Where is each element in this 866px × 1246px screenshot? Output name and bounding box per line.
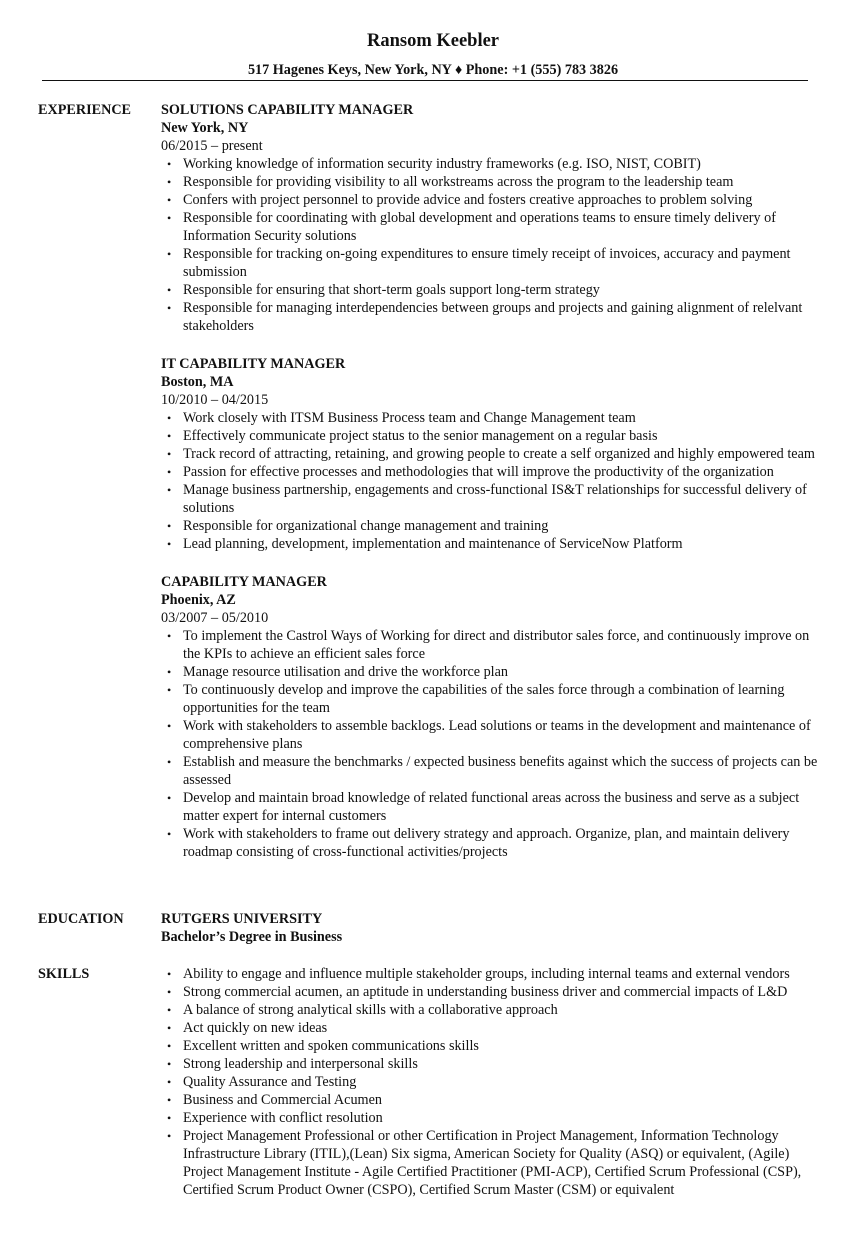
school-name: RUTGERS UNIVERSITY [161,911,323,927]
list-item: • Manage resource utilisation and drive the workforce plan [161,663,821,681]
list-item: • Work with stakeholders to frame out delivery strategy and approach. Organize, plan, and maintain delivery roadmap consisting of cross-functional activities/projects [161,825,821,861]
job-title: CAPABILITY MANAGER [161,574,327,590]
job-location: Phoenix, AZ [161,592,236,608]
list-item: • Ability to engage and influence multiple stakeholder groups, including internal teams and external vendors [161,965,821,983]
degree: Bachelor’s Degree in Business [161,929,343,945]
list-item: • Track record of attracting, retaining, and growing people to create a self organized and highly empowered team [161,445,821,463]
list-item: • Experience with conflict resolution [161,1109,821,1127]
list-item: • Effectively communicate project status to the senior management on a regular basis [161,427,821,445]
job-bullets [161,627,821,861]
list-item: • Responsible for ensuring that short-term goals support long-term strategy [161,281,821,299]
candidate-name: Ransom Keebler [366,31,500,51]
list-item: • Work with stakeholders to assemble backlogs. Lead solutions or teams in the development and maintenance of comprehensive plans [161,717,821,753]
job-location: Boston, MA [161,374,234,390]
list-item: • Confers with project personnel to provide advice and fosters creative approaches to problem solving [161,191,821,209]
job-dates: 03/2007 – 05/2010 [161,610,269,626]
job-entry [161,573,821,861]
job-location: New York, NY [161,120,249,136]
experience-heading: EXPERIENCE [38,102,132,118]
job-title: IT CAPABILITY MANAGER [161,356,346,372]
education-entry [161,910,821,946]
list-item: • Work closely with ITSM Business Process team and Change Management team [161,409,821,427]
contact-line: 517 Hagenes Keys, New York, NY ♦ Phone: +1 (555) 783 3826 [247,62,619,78]
list-item: • Working knowledge of information security industry frameworks (e.g. ISO, NIST, COBIT) [161,155,821,173]
job-entry [161,101,821,335]
skills-bullets [161,965,821,1199]
job-entry [161,355,821,553]
list-item: • Establish and measure the benchmarks / expected business benefits against which the success of projects can be assessed [161,753,821,789]
education-heading: EDUCATION [38,911,124,927]
resume-header [0,30,866,79]
list-item: • Lead planning, development, implementation and maintenance of ServiceNow Platform [161,535,821,553]
experience-list [161,101,821,881]
list-item: • Responsible for managing interdependencies between groups and projects and gaining alignment of relelvant stakeholders [161,299,821,335]
job-bullets [161,409,821,553]
list-item: • Excellent written and spoken communications skills [161,1037,821,1055]
list-item: • Strong commercial acumen, an aptitude in understanding business driver and commercial impacts of L&D [161,983,821,1001]
list-item: • Quality Assurance and Testing [161,1073,821,1091]
list-item: • Strong leadership and interpersonal skills [161,1055,821,1073]
skills-heading: SKILLS [38,966,90,982]
job-dates: 10/2010 – 04/2015 [161,392,269,408]
list-item: • Responsible for providing visibility to all workstreams across the program to the leadership team [161,173,821,191]
job-title: SOLUTIONS CAPABILITY MANAGER [161,102,414,118]
list-item: • Project Management Professional or other Certification in Project Management, Information Technology Infrastructure Library (ITIL),(Lean) Six sigma, American Society for Quality (ASQ) or equivalent, (Agile) Project Management Institute - Agile Certified Practitioner (PMI-ACP), Certified Scrum Professional (CSP), Certified Scrum Product Owner (CSPO), Certified Scrum Master (CSM) or equivalent [161,1127,821,1199]
list-item: • A balance of strong analytical skills with a collaborative approach [161,1001,821,1019]
list-item: • Business and Commercial Acumen [161,1091,821,1109]
list-item: • Passion for effective processes and methodologies that will improve the productivity of the organization [161,463,821,481]
job-dates: 06/2015 – present [161,138,263,154]
header-divider [42,80,808,81]
list-item: • To implement the Castrol Ways of Working for direct and distributor sales force, and continuously improve on the KPIs to achieve an efficient sales force [161,627,821,663]
list-item: • Manage business partnership, engagements and cross-functional IS&T relationships for successful delivery of solutions [161,481,821,517]
list-item: • Responsible for organizational change management and training [161,517,821,535]
list-item: • To continuously develop and improve the capabilities of the sales force through a combination of learning opportunities for the team [161,681,821,717]
skills-body [161,965,821,1199]
list-item: • Develop and maintain broad knowledge of related functional areas across the business and serve as a subject matter expert for internal customers [161,789,821,825]
job-bullets [161,155,821,335]
list-item: • Responsible for coordinating with global development and operations teams to ensure timely delivery of Information Security solutions [161,209,821,245]
list-item: • Act quickly on new ideas [161,1019,821,1037]
list-item: • Responsible for tracking on-going expenditures to ensure timely receipt of invoices, accuracy and payment submission [161,245,821,281]
